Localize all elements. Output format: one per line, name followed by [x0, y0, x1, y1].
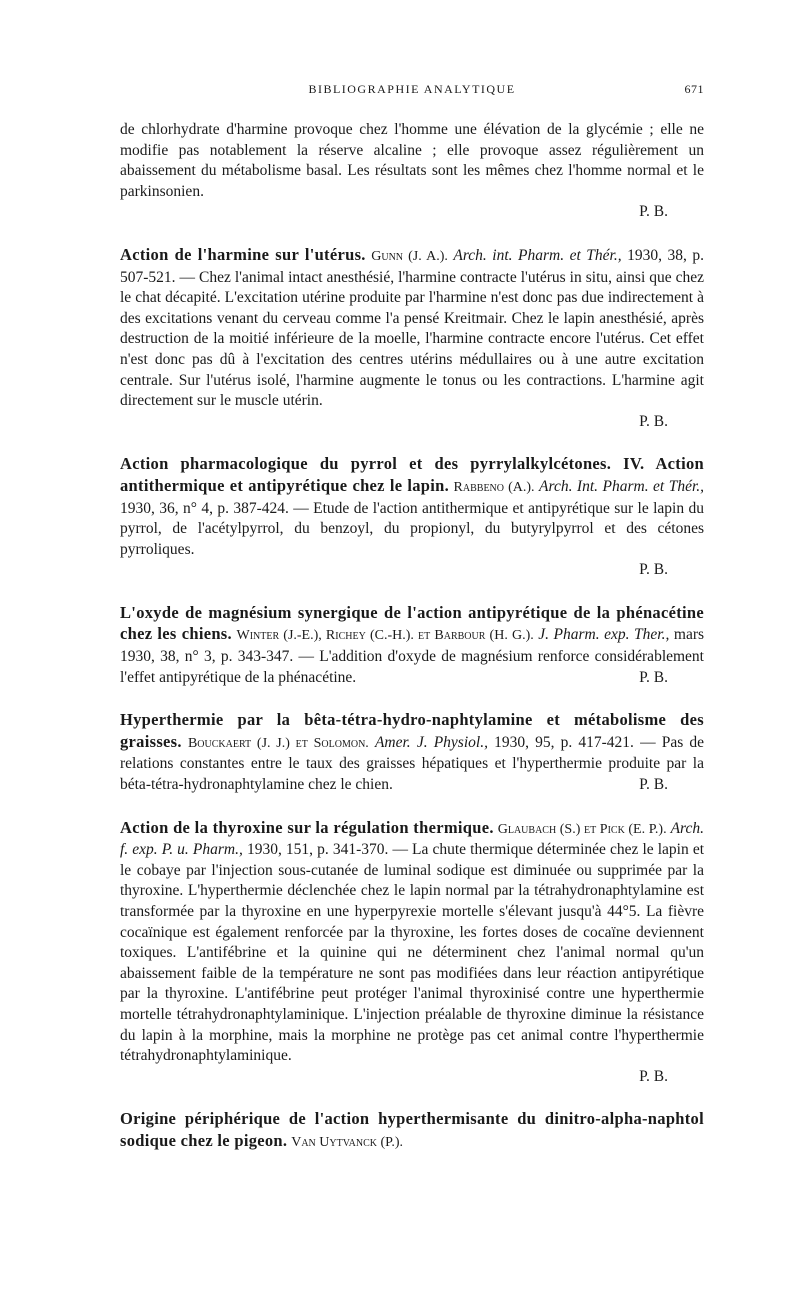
entry-harmine-uterus: [120, 245, 704, 432]
entry-title: Action pharmacologique du pyrrol et des pyrrylalkylcétones. IV. Action antithermique et antipyrétique chez le lapin.: [120, 454, 704, 495]
entry-dinitro: [120, 1109, 704, 1153]
running-title: BIBLIOGRAPHIE ANALYTIQUE: [308, 82, 516, 96]
entry-text: [120, 120, 704, 223]
entry-authors: Rabbeno (A.).: [453, 479, 535, 495]
entry-body: La chute thermique déterminée chez le lapin et le cobaye par l'injection sous-cutanée de luminal sodique est diminuée ou supprimée par la thyroxine. L'hyperthermie déclenchée chez le lapin normal par la tétrahydronaphtylamine est transformée par la thyroxine en une hyperpyrexie mortelle s'élevant jusqu'à 44°5. La fièvre cocaïnique est également renforcée par la thyroxine, les fortes doses de cocaïne deviennent toxiques. L'antifébrine et la quinine qui ne déterminent chez l'animal normal qu'un abaissement faible de la température ne sont pas modifiées dans leur réaction antipyrétique par la thyroxine. L'antifébrine peut protéger l'animal thyroxinisé contre une hyperthermie mortelle tétrahydronaphtylaminique. L'injection préalable de thyroxine diminue la résistance du lapin à la morphine, mais la morphine ne protège pas cet animal contre l'hyperthermie tétrahydronaphtylaminique.: [120, 841, 705, 1065]
entry-authors: Van Uytvanck (P.).: [291, 1134, 404, 1150]
entry-journal: Arch. int. Pharm. et Thér.,: [453, 246, 622, 264]
entry-title: Hyperthermie par la bêta-tétra-hydro-naphtylamine et métabolisme des graisses.: [120, 710, 704, 751]
entry-text: [120, 710, 704, 795]
entry-body: L'addition d'oxyde de magnésium renforce considérablement l'effet antipyrétique de la phénacétine.: [120, 648, 704, 686]
entry-text: [120, 454, 704, 581]
entry-body: Etude de l'action antithermique et antipyrétique sur le lapin du pyrrol, de l'acétylpyrrol, du benzoyl, du propionyl, du butyrylpyrrol et des cétones pyrroliques.: [120, 499, 704, 558]
entry-body: Chez l'animal intact anesthésié, l'harmine contracte l'utérus in situ, ainsi que chez le chat décapité. L'excitation utérine produite par l'harmine n'est donc pas due indirectement à des excitations venant du cerveau comme l'a pensé Kreitmair. Chez le lapin anesthésié, après destruction de la moitié inférieure de la moelle, l'harmine contracte encore l'utérus. Cet effet n'est donc pas dû à l'excitation des centres utérins médullaires ou à une autre excitation centrale. Sur l'utérus isolé, l'harmine augmente le tonus ou les contractions. L'harmine agit directement sur le muscle utérin.: [120, 268, 704, 410]
entry-citation: 1930, 38, p. 507-521. —: [120, 246, 704, 286]
entry-authors: Bouckaert (J. J.) et Solomon.: [187, 735, 369, 751]
entry-citation: mars 1930, 38, n° 3, p. 343-347. —: [120, 626, 705, 666]
entry-journal: Arch. f. exp. P. u. Pharm.,: [120, 819, 704, 859]
page-number: 671: [684, 82, 704, 96]
entry-text: [120, 603, 704, 688]
entry-continuation: [120, 120, 704, 223]
entry-magnesium: [120, 603, 704, 688]
entry-citation: 1930, 151, p. 341-370. —: [246, 841, 408, 859]
entry-text: [120, 818, 704, 1088]
running-header: [120, 82, 704, 106]
entry-citation: 1930, 95, p. 417-421. —: [494, 733, 656, 751]
entry-signature: P. B.: [639, 412, 668, 430]
entry-title: L'oxyde de magnésium synergique de l'action antipyrétique de la phénacétine chez les chiens.: [120, 602, 704, 644]
entry-title: Action de la thyroxine sur la régulation thermique.: [120, 817, 494, 837]
entry-signature: P. B.: [639, 561, 668, 579]
entry-body: Pas de relations constantes entre le taux des graisses hépatiques et l'hyperthermie produite par la béta-tétra-hydronaphtylamine chez le chien.: [120, 733, 705, 794]
entry-journal: Arch. Int. Pharm. et Thér.,: [539, 477, 705, 495]
entry-authors: Gunn (J. A.).: [371, 248, 448, 264]
entry-journal: Amer. J. Physiol.,: [374, 733, 488, 751]
entry-body: de chlorhydrate d'harmine provoque chez l'homme une élévation de la glycémie ; elle ne modifie pas notablement la réserve alcaline ; elle provoque assez régulièrement un abaissement du métabolisme basal. Les résultats sont les mêmes chez l'homme normal et le parkinsonien.: [120, 121, 704, 200]
entry-text: [120, 245, 704, 432]
entry-signature: P. B.: [639, 668, 668, 686]
entry-hyperthermie: [120, 710, 704, 795]
entry-pyrrol: [120, 454, 704, 581]
entry-citation: 1930, 36, n° 4, p. 387-424. —: [120, 499, 309, 517]
entry-journal: J. Pharm. exp. Ther.,: [538, 626, 670, 644]
entry-authors: Glaubach (S.) et Pick (E. P.).: [497, 821, 667, 837]
entry-title: Action de l'harmine sur l'utérus.: [120, 244, 366, 264]
entry-thyroxine: [120, 818, 704, 1088]
entry-signature: P. B.: [639, 203, 668, 221]
entry-authors: Winter (J.-E.), Richey (C.-H.). et Barbour (H. G.).: [236, 628, 534, 644]
entry-signature: P. B.: [639, 1067, 668, 1085]
entry-signature: P. B.: [639, 776, 668, 794]
entry-text: [120, 1109, 704, 1153]
entry-title: Origine périphérique de l'action hyperthermisante du dinitro-alpha-naphtol sodique chez le pigeon.: [120, 1109, 704, 1150]
